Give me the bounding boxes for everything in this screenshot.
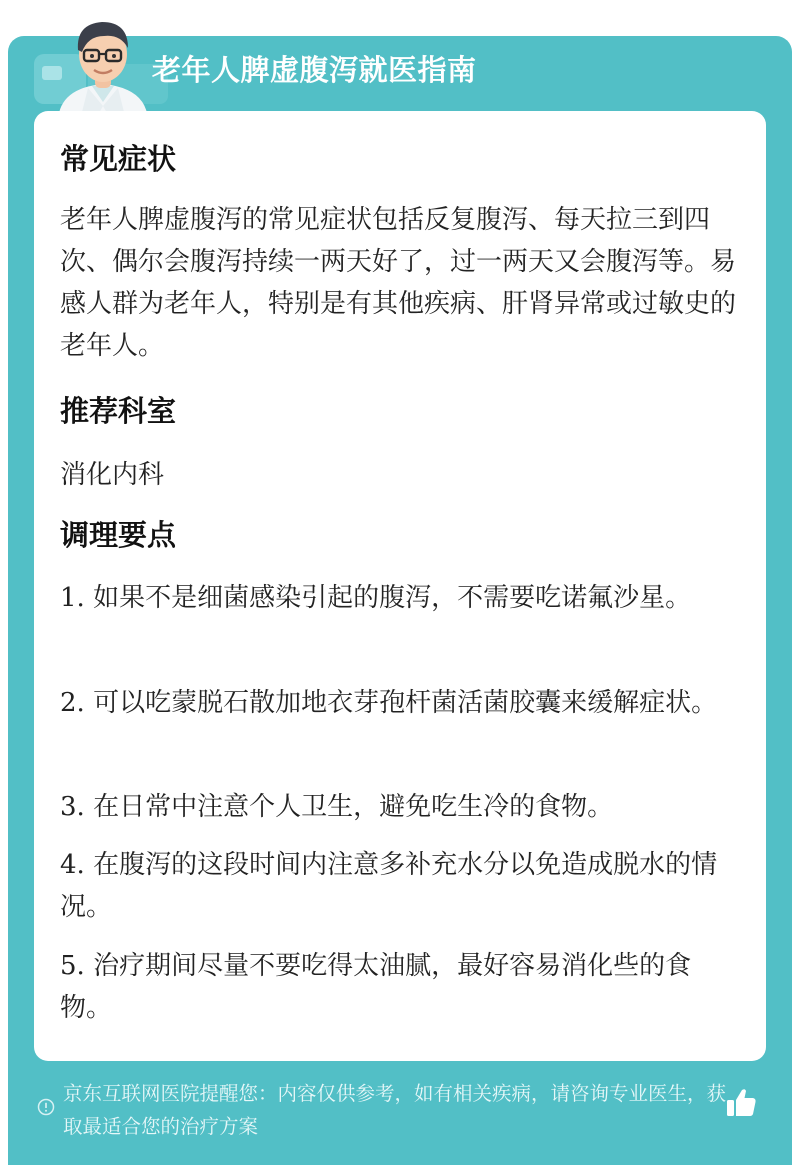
list-item [60,786,740,828]
section-title-symptoms: 常见症状 [60,142,177,176]
list-item [60,844,740,928]
list-number: 5. [60,951,85,981]
list-text: 在日常中注意个人卫生，避免吃生冷的食物。 [84,792,614,822]
doctor-avatar [48,10,158,120]
list-number: 2. [60,688,85,718]
footer-disclaimer [8,1072,792,1165]
list-item [60,577,740,619]
thumbs-up-icon[interactable] [724,1086,758,1120]
list-text: 可以吃蒙脱石散加地衣芽孢杆菌活菌胶囊来缓解症状。 [84,688,718,718]
list-number: 3. [60,792,85,822]
department-text: 消化内科 [60,460,165,490]
list-item [60,945,740,1029]
content-card [34,111,766,1061]
info-icon [37,1098,55,1116]
list-text: 如果不是细菌感染引起的腹泻，不需要吃诺氟沙星。 [84,583,692,613]
section-title-department: 推荐科室 [60,394,177,428]
list-number: 4. [60,850,85,880]
list-item [60,682,740,724]
footer-text: 京东互联网医院提醒您：内容仅供参考，如有相关疾病，请咨询专业医生，获取最适合您的治疗方案 [63,1082,727,1138]
symptoms-text: 老年人脾虚腹泻的常见症状包括反复腹泻、每天拉三到四次、偶尔会腹泻持续一两天好了，过一两天又会腹泻等。易感人群为老年人，特别是有其他疾病、肝肾异常或过敏史的老年人。 [60,205,737,361]
guide-panel [8,36,792,1165]
page-title: 老年人脾虚腹泻就医指南 [152,53,477,87]
section-title-care-tips: 调理要点 [60,518,177,552]
list-number: 1. [60,583,85,613]
list-text: 在腹泻的这段时间内注意多补充水分以免造成脱水的情况。 [60,850,718,922]
list-text: 治疗期间尽量不要吃得太油腻，最好容易消化些的食物。 [60,951,692,1023]
